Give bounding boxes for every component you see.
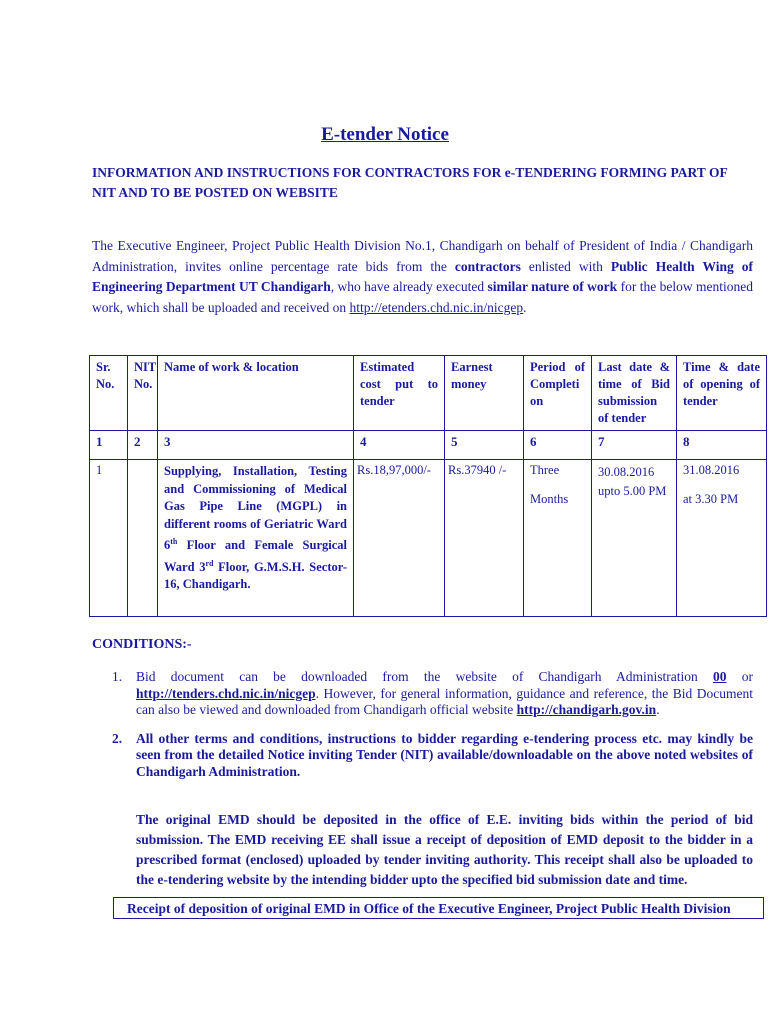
page-title: E-tender Notice (321, 124, 449, 145)
conditions-list (92, 669, 753, 792)
col-number: 4 (354, 431, 445, 460)
col-number: 6 (524, 431, 592, 460)
header-earnest-money: Earnest money (445, 356, 524, 431)
condition-number: 2. (112, 730, 123, 746)
opening-time: at 3.30 PM (683, 492, 739, 506)
intro-text-5: . (523, 299, 527, 315)
period-line-1: Three (530, 463, 560, 477)
condition-1-underline: 00 (713, 669, 727, 684)
work-text-b: Floor and Female Surgical Ward 3 (164, 538, 347, 574)
intro-text-4: for the below mentioned work, which shall be uploaded and received on (92, 279, 753, 315)
cell-nit (128, 460, 158, 617)
cell-work-name (158, 460, 354, 617)
condition-2-text: All other terms and conditions, instructions to bidder regarding e-tendering process etc. may kindly be seen from the detailed Notice inviting Tender (NIT) available/downloadable on the above noted websites of Chandigarh Administration. (136, 730, 753, 779)
cell-sr: 1 (90, 460, 128, 617)
table-header-row (90, 356, 767, 431)
col-number: 1 (90, 431, 128, 460)
col-number: 5 (445, 431, 524, 460)
intro-text-2: enlisted with (520, 258, 611, 274)
table-row (90, 460, 767, 617)
period-line-2: Months (530, 492, 569, 506)
condition-1-text-2: or (726, 669, 753, 684)
header-sr-no: Sr. No. (90, 356, 128, 431)
receipt-box: Receipt of deposition of original EMD in Office of the Executive Engineer, Project Public Health Division (113, 897, 764, 919)
col-number: 7 (592, 431, 677, 460)
condition-number: 1. (112, 669, 123, 684)
header-last-date: Last date & time of Bid submission of tender (592, 356, 677, 431)
work-text-c: Floor, G.M.S.H. Sector-16, Chandigarh. (164, 559, 348, 592)
emd-paragraph: The original EMD should be deposited in the office of E.E. inviting bids within the period of bid submission. The EMD receiving EE shall issue a receipt of deposition of EMD deposit to the bidder in a prescribed format (enclosed) uploaded by tender inviting authority. This receipt shall also be uploaded to the e-tendering website by the intending bidder upto the specified bid submission date and time. (136, 812, 753, 887)
conditions-title: CONDITIONS:- (92, 637, 192, 652)
header-name-of-work: Name of work & location (158, 356, 354, 431)
intro-text-3: , who have already executed (330, 279, 488, 294)
cell-earnest: Rs.37940 /- (445, 460, 524, 617)
cell-opening (677, 460, 767, 617)
cell-last-date: 30.08.2016 upto 5.00 PM (592, 460, 677, 617)
condition-1-text-4: . (656, 702, 660, 717)
work-text-a: Supplying, Installation, Testing and Commissioning of Medical Gas Pipe Line (MGPL) in different rooms of Geriatric Ward 6 (164, 464, 347, 553)
intro-bold-wing: Public Health Wing of Engineering Department UT Chandigarh (92, 258, 753, 294)
header-estimated-cost: Estimated cost put to tender (354, 356, 445, 431)
intro-paragraph (92, 236, 753, 318)
work-sup-th: th (170, 537, 178, 546)
condition-1-text-1: Bid document can be downloaded from the website of Chandigarh Administration (136, 669, 714, 684)
condition-item-2 (92, 731, 753, 781)
chandigarh-gov-link[interactable]: http://chandigarh.gov.in (516, 702, 657, 717)
cell-period (524, 460, 592, 617)
etenders-link[interactable]: http://etenders.chd.nic.in/nicgep (349, 299, 524, 315)
col-number: 8 (677, 431, 767, 460)
tenders-link[interactable]: http://tenders.chd.nic.in/nicgep (136, 685, 316, 701)
opening-date: 31.08.2016 (683, 463, 740, 477)
tender-table (89, 355, 767, 617)
cell-cost: Rs.18,97,000/- (354, 460, 445, 617)
condition-item-1 (92, 669, 753, 719)
header-opening: Time & date of opening of tender (677, 356, 767, 431)
col-number: 3 (158, 431, 354, 460)
intro-bold-contractors: contractors (454, 258, 521, 274)
header-nit-no: NIT No. (128, 356, 158, 431)
intro-text-1: The Executive Engineer, Project Public Health Division No.1, Chandigarh on behalf of President of India / Chandigarh Administration, invites online percentage rate bids from the (92, 238, 753, 274)
col-number: 2 (128, 431, 158, 460)
table-number-row (90, 431, 767, 460)
intro-bold-similar-work: similar nature of work (487, 279, 618, 294)
subheading: INFORMATION AND INSTRUCTIONS FOR CONTRACTORS FOR e-TENDERING FORMING PART OF NIT AND TO BE POSTED ON WEBSITE (92, 165, 728, 200)
work-sup-rd: rd (205, 558, 214, 568)
condition-1-text-3: . However, for general information, guidance and reference, the Bid Document can also be viewed and downloaded from Chandigarh official website (136, 685, 753, 717)
header-period: Period of Completi on (524, 356, 592, 431)
